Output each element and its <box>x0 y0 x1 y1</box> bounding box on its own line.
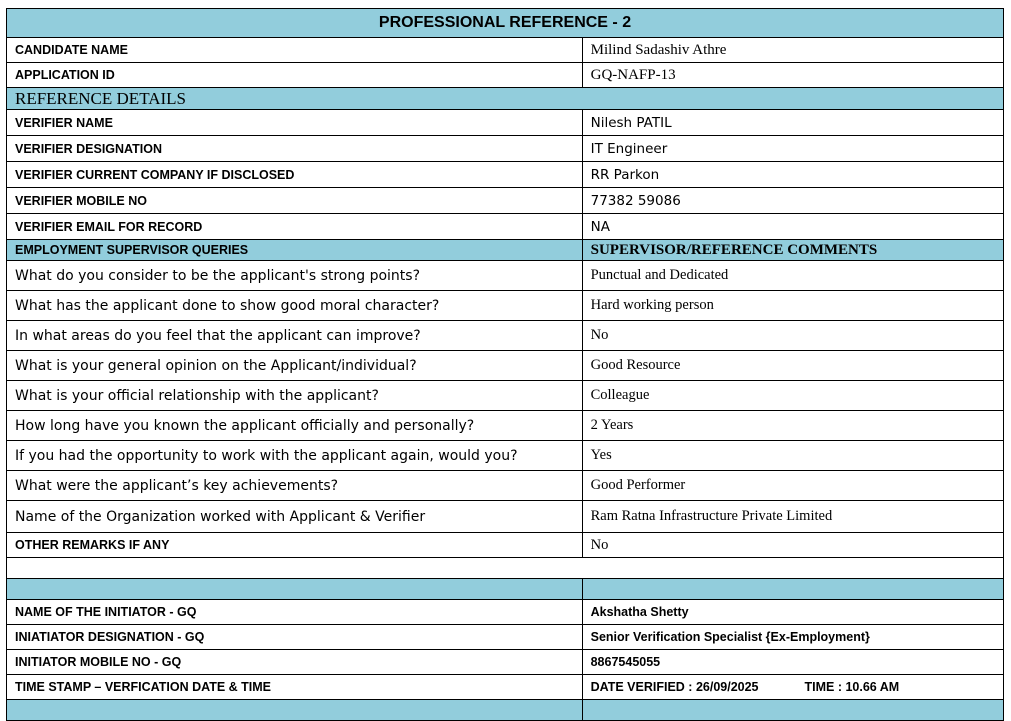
verifier-designation-value: IT Engineer <box>582 136 1003 162</box>
query-answer: Hard working person <box>582 291 1003 321</box>
time-verified: TIME : 10.66 AM <box>804 680 900 694</box>
verifier-name-label: VERIFIER NAME <box>7 110 583 136</box>
query-row <box>7 411 1004 441</box>
query-row <box>7 441 1004 471</box>
initiator-designation-value: Senior Verification Specialist {Ex-Employment} <box>582 625 1003 650</box>
initiator-name-value: Akshatha Shetty <box>582 600 1003 625</box>
query-answer: Punctual and Dedicated <box>582 261 1003 291</box>
candidate-name-label: CANDIDATE NAME <box>7 38 583 63</box>
initiator-header-row <box>7 579 1004 600</box>
timestamp-row <box>7 675 1004 700</box>
verifier-designation-label: VERIFIER DESIGNATION <box>7 136 583 162</box>
verifier-company-value: RR Parkon <box>582 162 1003 188</box>
other-remarks-value: No <box>582 533 1003 558</box>
footer-strip-right <box>582 700 1003 721</box>
verifier-row <box>7 110 1004 136</box>
initiator-header-left <box>7 579 583 600</box>
queries-header-row <box>7 240 1004 261</box>
spacer-cell <box>7 558 1004 579</box>
query-question: What do you consider to be the applicant's strong points? <box>7 261 583 291</box>
application-id-label: APPLICATION ID <box>7 63 583 88</box>
query-question: What is your official relationship with the applicant? <box>7 381 583 411</box>
initiator-mobile-value: 8867545055 <box>582 650 1003 675</box>
footer-strip-row <box>7 700 1004 721</box>
footer-strip-left <box>7 700 583 721</box>
application-id-row <box>7 63 1004 88</box>
verifier-row <box>7 188 1004 214</box>
verifier-email-value: NA <box>582 214 1003 240</box>
verifier-row <box>7 136 1004 162</box>
candidate-name-row <box>7 38 1004 63</box>
query-answer: Yes <box>582 441 1003 471</box>
timestamp-label: TIME STAMP – VERFICATION DATE & TIME <box>7 675 583 700</box>
application-id-value: GQ-NAFP-13 <box>582 63 1003 88</box>
query-question: If you had the opportunity to work with the applicant again, would you? <box>7 441 583 471</box>
initiator-row <box>7 600 1004 625</box>
query-answer: Ram Ratna Infrastructure Private Limited <box>582 501 1003 533</box>
verifier-mobile-value: 77382 59086 <box>582 188 1003 214</box>
query-answer: 2 Years <box>582 411 1003 441</box>
timestamp-value <box>582 675 1003 700</box>
query-question: How long have you known the applicant officially and personally? <box>7 411 583 441</box>
form-title: PROFESSIONAL REFERENCE - 2 <box>7 9 1004 38</box>
verifier-company-label: VERIFIER CURRENT COMPANY IF DISCLOSED <box>7 162 583 188</box>
title-row <box>7 9 1004 38</box>
query-question: What has the applicant done to show good moral character? <box>7 291 583 321</box>
initiator-mobile-label: INITIATOR MOBILE NO - GQ <box>7 650 583 675</box>
query-answer: No <box>582 321 1003 351</box>
date-verified: DATE VERIFIED : 26/09/2025 <box>590 680 759 694</box>
query-question: In what areas do you feel that the applicant can improve? <box>7 321 583 351</box>
query-row <box>7 261 1004 291</box>
queries-header-left: EMPLOYMENT SUPERVISOR QUERIES <box>7 240 583 261</box>
query-question: Name of the Organization worked with Applicant & Verifier <box>7 501 583 533</box>
other-remarks-label: OTHER REMARKS IF ANY <box>7 533 583 558</box>
initiator-designation-label: INIATIATOR DESIGNATION - GQ <box>7 625 583 650</box>
query-row <box>7 501 1004 533</box>
initiator-header-right <box>582 579 1003 600</box>
verifier-email-label: VERIFIER EMAIL FOR RECORD <box>7 214 583 240</box>
spacer-row <box>7 558 1004 579</box>
verifier-mobile-label: VERIFIER MOBILE NO <box>7 188 583 214</box>
verifier-row <box>7 214 1004 240</box>
initiator-row <box>7 650 1004 675</box>
initiator-row <box>7 625 1004 650</box>
query-row <box>7 471 1004 501</box>
query-row <box>7 291 1004 321</box>
query-answer: Good Performer <box>582 471 1003 501</box>
initiator-name-label: NAME OF THE INITIATOR - GQ <box>7 600 583 625</box>
query-row <box>7 381 1004 411</box>
query-answer: Good Resource <box>582 351 1003 381</box>
query-row <box>7 351 1004 381</box>
query-question: What is your general opinion on the Applicant/individual? <box>7 351 583 381</box>
query-row <box>7 321 1004 351</box>
query-answer: Colleague <box>582 381 1003 411</box>
query-question: What were the applicant’s key achievements? <box>7 471 583 501</box>
verifier-name-value: Nilesh PATIL <box>582 110 1003 136</box>
reference-details-heading: REFERENCE DETAILS <box>7 88 1004 110</box>
reference-details-header-row <box>7 88 1004 110</box>
queries-header-right: SUPERVISOR/REFERENCE COMMENTS <box>582 240 1003 261</box>
verifier-row <box>7 162 1004 188</box>
other-remarks-row <box>7 533 1004 558</box>
reference-form-table <box>6 8 1004 721</box>
candidate-name-value: Milind Sadashiv Athre <box>582 38 1003 63</box>
